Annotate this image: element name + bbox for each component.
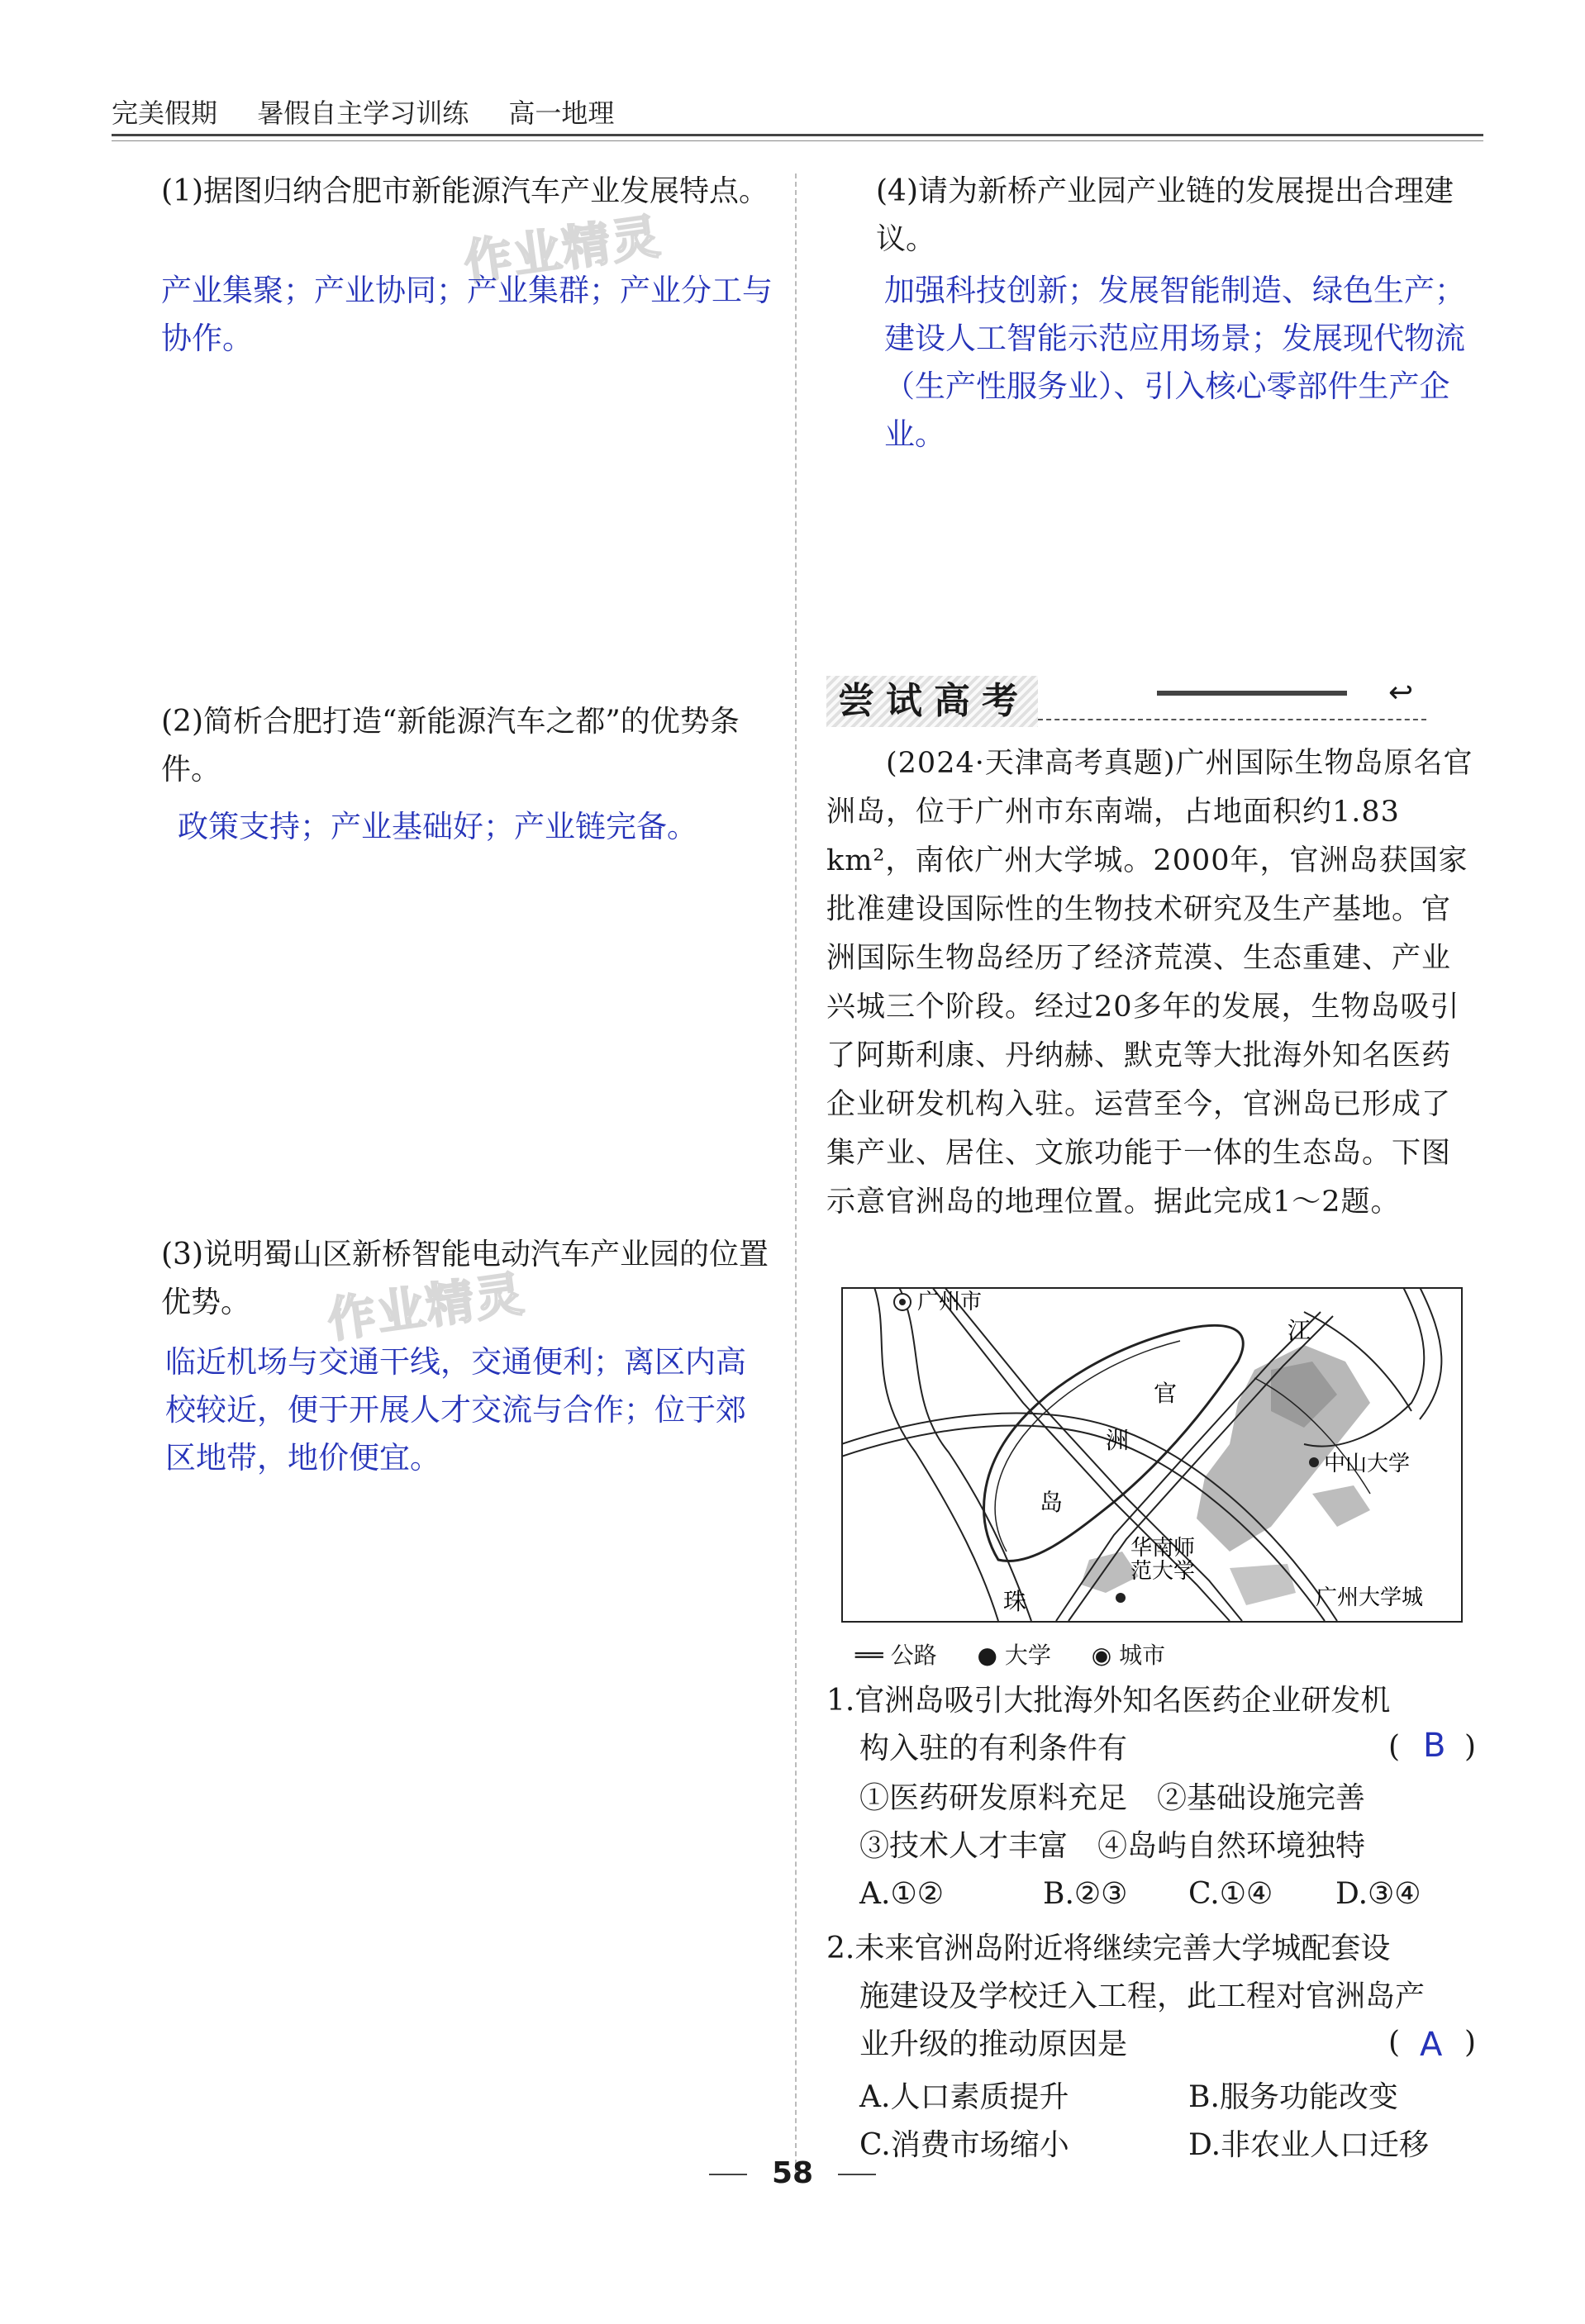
map-label-zhongshan: 中山大学 [1324, 1452, 1411, 1476]
page-footer [0, 2156, 1585, 2190]
question-4: (4)请为新桥产业园产业链的发展提出合理建议。 [876, 174, 1454, 256]
legend-university: ● 大学 [977, 1642, 1051, 1669]
map-label-huanan-1: 华南师 [1130, 1536, 1196, 1561]
mcq-1-options-1: ①医药研发原料充足 ②基础设施完善 [859, 1781, 1366, 1815]
footer-dash [838, 2174, 876, 2175]
watermark: 作业精灵 [324, 1265, 529, 1349]
header-rule-thin [112, 140, 1483, 141]
section-title-line [1157, 691, 1347, 696]
mcq-2-choice-c: C.消费市场缩小 [859, 2128, 1069, 2162]
answer-paren-open: ( [1388, 2026, 1401, 2060]
map-legend [855, 1637, 1198, 1671]
university-marker [1116, 1593, 1126, 1603]
series-title: 完美假期 [112, 97, 218, 129]
mcq-1-stem-2: 构入驻的有利条件有 [859, 1732, 1128, 1766]
passage: (2024·天津高考真题)广州国际生物岛原名官洲岛，位于广州市东南端，占地面积约1.83 km²，南依广州大学城。2000年，官洲岛获国家批准建设国际性的生物技术研究及生产基地。官洲国际生物岛经历了经济荒漠、生态重建、产业兴城三个阶段。经过20多年的发展，生物岛吸引了阿斯利康、丹纳赫、默克等大批海外知名医药企业研发机构入驻。运营至今，官洲岛已形成了集产业、居住、文旅功能于一体的生态岛。下图示意官洲岛的地理位置。据此完成1～2题。 [826, 747, 1473, 1219]
subject-label: 高一地理 [508, 97, 615, 129]
mcq-2-answer: A [1420, 2026, 1443, 2064]
answer-4: 加强科技创新；发展智能制造、绿色生产；建设人工智能示范应用场景；发展现代物流（生产性服务业）、引入核心零部件生产企业。 [884, 273, 1465, 452]
arrow-icon: ↩ [1388, 676, 1414, 710]
guanzhou-island-map [841, 1287, 1463, 1623]
question-1: (1)据图归纳合肥市新能源汽车产业发展特点。 [161, 174, 769, 208]
mcq-1-answer: B [1423, 1727, 1446, 1765]
column-divider [795, 173, 797, 2173]
legend-road: ══ 公路 [855, 1642, 937, 1669]
mcq-2-choice-d: D.非农业人口迁移 [1188, 2128, 1430, 2162]
mcq-2-choice-a: A.人口素质提升 [859, 2080, 1069, 2114]
map-label-guangzhou: 广州市 [917, 1290, 983, 1314]
map-label-huanan-2: 范大学 [1130, 1559, 1196, 1584]
answer-paren-close: ) [1464, 1730, 1477, 1764]
mcq-1-stem-1: 1.官洲岛吸引大批海外知名医药企业研发机 [826, 1684, 1391, 1718]
answer-paren-open: ( [1388, 1730, 1401, 1764]
map-label-daxuecheng: 广州大学城 [1316, 1585, 1424, 1610]
map-label-dao: 岛 [1040, 1489, 1064, 1516]
section-title-dashline [1038, 719, 1426, 720]
series-subtitle: 暑假自主学习训练 [257, 97, 469, 129]
answer-3: 临近机场与交通干线，交通便利；离区内高校较近，便于开展人才交流与合作；位于郊区地带，地价便宜。 [165, 1344, 746, 1476]
section-title: 尝试高考 [826, 676, 1038, 727]
watermark: 作业精灵 [460, 207, 665, 292]
mcq-2-stem-1: 2.未来官洲岛附近将继续完善大学城配套设 [826, 1932, 1391, 1965]
mcq-2-choice-b: B.服务功能改变 [1188, 2080, 1398, 2114]
map-label-zhou: 洲 [1106, 1427, 1130, 1454]
mcq-1-choice-d: D.③④ [1335, 1877, 1421, 1911]
question-2: (2)简析合肥打造“新能源汽车之都”的优势条件。 [161, 705, 740, 787]
answer-paren-close: ) [1464, 2026, 1477, 2060]
mcq-1-choice-a: A.①② [859, 1877, 944, 1911]
footer-dash [709, 2174, 747, 2175]
mcq-1-choice-b: B.②③ [1043, 1877, 1128, 1911]
legend-city: ◉ 城市 [1091, 1642, 1166, 1669]
answer-2: 政策支持；产业基础好；产业链完备。 [178, 809, 697, 844]
header-rule [112, 134, 1483, 136]
page-header [112, 93, 645, 131]
mcq-2-stem-2: 施建设及学校迁入工程，此工程对官洲岛产 [859, 1979, 1426, 2013]
question-3: (3)说明蜀山区新桥智能电动汽车产业园的位置优势。 [161, 1238, 769, 1319]
mcq-1-choice-c: C.①④ [1188, 1877, 1273, 1911]
university-marker [1309, 1457, 1319, 1467]
map-label-zhu: 珠 [1003, 1588, 1027, 1615]
answer-1: 产业集聚；产业协同；产业集群；产业分工与协作。 [161, 273, 773, 356]
map-label-jiang: 江 [1288, 1317, 1311, 1344]
mcq-1-options-2: ③技术人才丰富 ④岛屿自然环境独特 [859, 1829, 1366, 1863]
mcq-2-stem-3: 业升级的推动原因是 [859, 2027, 1128, 2061]
map-label-guan: 官 [1154, 1380, 1178, 1407]
page-number: 58 [771, 2156, 814, 2190]
